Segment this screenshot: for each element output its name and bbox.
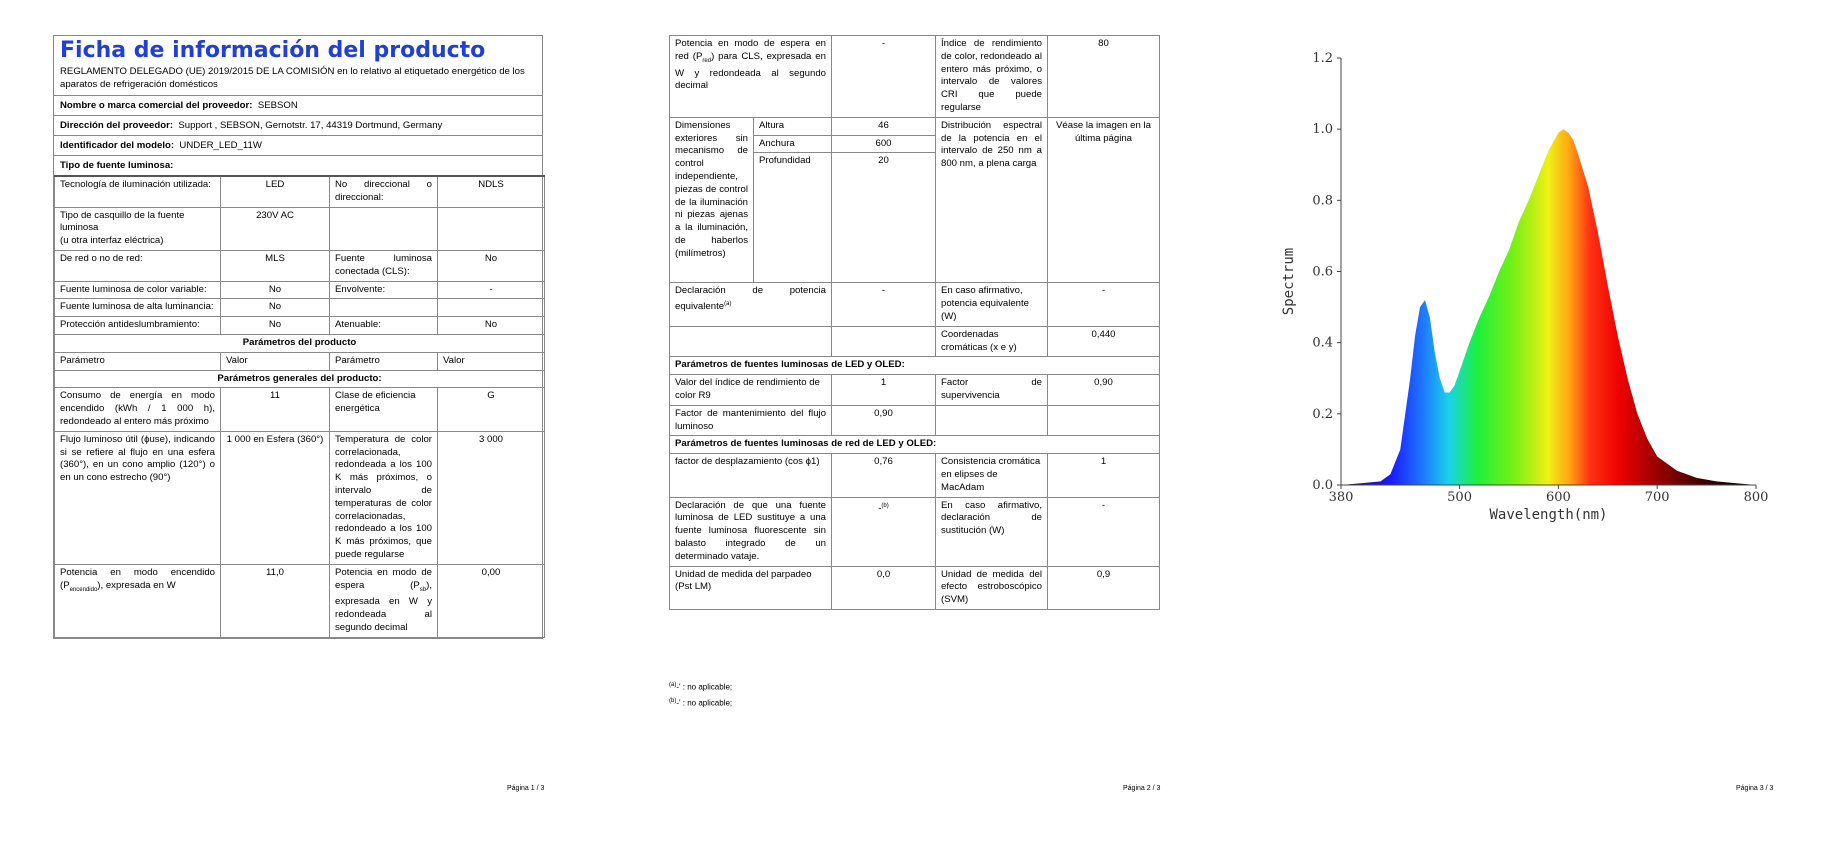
equivalent-yes-value: - (1048, 283, 1160, 326)
high-luminance-value: No (221, 299, 330, 317)
energy-value: 11 (221, 388, 330, 431)
col-param: Parámetro (55, 352, 221, 370)
page-2 (609, 0, 1218, 842)
table-row (55, 388, 545, 431)
x-tick-label: 600 (1545, 490, 1571, 505)
empty-cell (670, 326, 832, 357)
standby-power-label (330, 564, 438, 637)
model-value: UNDER_LED_11W (179, 140, 262, 151)
mains-value: MLS (221, 250, 330, 281)
depth-label: Profundidad (754, 153, 832, 283)
on-mode-power-label (55, 564, 221, 637)
spectrum-area (1341, 129, 1756, 485)
empty-cell (832, 326, 936, 357)
envelope-value: - (438, 281, 545, 299)
general-params-header: Parámetros generales del producto: (55, 370, 545, 388)
page-1 (0, 0, 609, 842)
glare-label: Protección antideslumbramiento: (55, 317, 221, 335)
class-value: G (438, 388, 545, 431)
light-source-table (54, 175, 545, 638)
model-row (54, 135, 542, 155)
spectrum-chart (1218, 0, 1827, 842)
col-param-2: Parámetro (330, 352, 438, 370)
column-header-row (55, 352, 545, 370)
table-row (670, 283, 1160, 326)
supplier-name-row (54, 95, 542, 115)
dimmable-label: Atenuable: (330, 317, 438, 335)
supplier-address-value: Support , SEBSON, Gernotstr. 17, 44319 Dortmund, Germany (178, 120, 443, 131)
r9-label: Valor del índice de rendimiento de color R9 (670, 375, 832, 406)
product-params-header: Parámetros del producto (55, 334, 545, 352)
y-tick-label: 0.4 (1312, 335, 1333, 351)
networked-standby-value: - (832, 36, 936, 118)
col-value: Valor (221, 352, 330, 370)
footnote-b (669, 698, 732, 708)
maintenance-value: 0,90 (832, 405, 936, 436)
networked-standby-label-a: Potencia en modo de espera en red (P (675, 38, 826, 62)
page-title: Ficha de información del producto (60, 38, 486, 63)
page-3 (1218, 0, 1827, 842)
params-table (669, 35, 1160, 610)
empty-cell (330, 299, 438, 317)
footnote-a-text: -' : no aplicable; (676, 682, 733, 692)
table-row (55, 281, 545, 299)
height-label: Altura (754, 117, 832, 135)
y-tick-label: 0.6 (1312, 264, 1333, 280)
regulation-text: REGLAMENTO DELEGADO (UE) 2019/2015 DE LA COMISIÓN en lo relativo al etiquetado energético de los aparatos de refrigeración domésticos (60, 66, 525, 90)
networked-standby-label (670, 36, 832, 118)
energy-label: Consumo de energía en modo encendido (kWh / 1 000 h), redondeado al entero más próximo (55, 388, 221, 431)
led-params-header: Parámetros de fuentes luminosas de LED y OLED: (670, 357, 1160, 375)
y-tick-label: 0.8 (1312, 193, 1333, 209)
supplier-address-label: Dirección del proveedor: (60, 120, 174, 131)
flux-label: Flujo luminoso útil (ϕuse), indicando si se refiere al flujo en una esfera (360°), en un cono amplio (120°) o en un cono estrecho (90°) (55, 431, 221, 564)
light-source-type-row (54, 155, 542, 175)
replacement-label: Declaración de que una fuente luminosa de LED sustituye a una fuente luminosa fluorescente sin balasto integrado de un determinado vataje. (670, 497, 832, 566)
envelope-label: Envolvente: (330, 281, 438, 299)
macadam-value: 1 (1048, 454, 1160, 497)
cri-label: Índice de rendimiento de color, redondeado al entero más próximo, o intervalo de valores CRI que puede regularse (936, 36, 1048, 118)
spd-value: Véase la imagen en la última página (1048, 117, 1160, 283)
y-tick-label: 1.0 (1312, 122, 1333, 138)
cap-label-2: (u otra interfaz eléctrica) (60, 235, 164, 247)
cap-label (55, 207, 221, 250)
light-source-type-label: Tipo de fuente luminosa: (60, 160, 174, 171)
table-row (670, 405, 1160, 436)
footnote-b-text: -' : no aplicable; (676, 698, 733, 708)
table-row (55, 207, 545, 250)
mains-led-params-header: Parámetros de fuentes luminosas de red de LED y OLED: (670, 436, 1160, 454)
empty-cell (1048, 405, 1160, 436)
on-mode-power-sub: encendido (69, 586, 98, 593)
table-row (55, 431, 545, 564)
x-tick-label: 500 (1447, 490, 1472, 505)
flicker-label: Unidad de medida del parpadeo (Pst LM) (670, 566, 832, 609)
supplier-address-row (54, 115, 542, 135)
colour-label: Fuente luminosa de color variable: (55, 281, 221, 299)
mains-label: De red o no de red: (55, 250, 221, 281)
equivalent-power-label-text: Declaración de potencia equivalente (675, 285, 826, 313)
section-header (55, 370, 545, 388)
table-row (670, 566, 1160, 609)
displacement-label: factor de desplazamiento (cos ϕ1) (670, 454, 832, 497)
page-number: Página 3 / 3 (1736, 785, 1774, 792)
cct-value: 3 000 (438, 431, 545, 564)
on-mode-power-value: 11,0 (221, 564, 330, 637)
table-row (55, 317, 545, 335)
cls-value: No (438, 250, 545, 281)
depth-value: 20 (832, 153, 936, 283)
footnote-a (669, 682, 732, 692)
table-row (670, 117, 1160, 135)
table-row (670, 326, 1160, 357)
replacement-yes-value: - (1048, 497, 1160, 566)
flicker-value: 0,0 (832, 566, 936, 609)
dimensions-label: Dimensiones exteriores sin mecanismo de control independiente, piezas de control de la iluminación ni piezas ajenas a la iluminación, de haberlos (milímetros) (670, 117, 754, 283)
empty-cell (330, 207, 438, 250)
empty-cell (438, 299, 545, 317)
networked-standby-label-b: ) para CLS, expresada en W y redondeada al segundo decimal (675, 50, 826, 92)
cls-label: Fuente luminosa conectada (CLS): (330, 250, 438, 281)
dir-value: NDLS (438, 176, 545, 207)
standby-power-value: 0,00 (438, 564, 545, 637)
svm-label: Unidad de medida del efecto estroboscópico (SVM) (936, 566, 1048, 609)
tech-label: Tecnología de iluminación utilizada: (55, 176, 221, 207)
replacement-sup: (b) (881, 502, 889, 509)
standby-power-label-b: ), expresada en W y redondeada al segundo decimal (335, 579, 432, 633)
colour-value: No (221, 281, 330, 299)
table-row (670, 375, 1160, 406)
table-row (670, 454, 1160, 497)
replacement-value (832, 497, 936, 566)
y-tick-label: 1.2 (1312, 51, 1333, 66)
on-mode-power-label-a: Potencia en modo encendido (P (60, 566, 215, 591)
equivalent-power-label (670, 283, 832, 326)
col-value-2: Valor (438, 352, 545, 370)
x-tick-label: 800 (1743, 490, 1769, 505)
cap-value: 230V AC (221, 207, 330, 250)
dimmable-value: No (438, 317, 545, 335)
cri-value: 80 (1048, 36, 1160, 118)
r9-value: 1 (832, 375, 936, 406)
cap-label-1: Tipo de casquillo de la fuente luminosa (60, 209, 185, 234)
on-mode-power-label-b: ), expresada en W (97, 579, 176, 591)
chroma-value: 0,440 (1048, 326, 1160, 357)
y-axis-label: Spectrum (1281, 247, 1297, 316)
footnote-b-mark: (b) (669, 698, 677, 704)
survival-label: Factor de supervivencia (936, 375, 1048, 406)
page-number: Página 2 / 3 (1123, 785, 1161, 792)
product-info-sheet (53, 35, 543, 639)
chroma-label: Coordenadas cromáticas (x e y) (936, 326, 1048, 357)
y-tick-label: 0.0 (1312, 478, 1333, 493)
equivalent-power-value: - (832, 283, 936, 326)
replacement-yes-label: En caso afirmativo, declaración de sustitución (W) (936, 497, 1048, 566)
survival-value: 0,90 (1048, 375, 1160, 406)
table-row (670, 497, 1160, 566)
cct-label: Temperatura de color correlacionada, redondeada a los 100 K más próximos, o intervalo de temperaturas de color correlacionadas, redondeado a los 100 K más próximos, que puede regularse (330, 431, 438, 564)
section-header (670, 436, 1160, 454)
standby-power-sub: sb (419, 586, 427, 593)
glare-value: No (221, 317, 330, 335)
x-axis-label: Wavelength(nm) (1489, 507, 1608, 523)
equivalent-power-sup: (a) (724, 301, 732, 308)
table-row (55, 299, 545, 317)
displacement-value: 0,76 (832, 454, 936, 497)
model-label: Identificador del modelo: (60, 140, 175, 151)
maintenance-label: Factor de mantenimiento del flujo luminoso (670, 405, 832, 436)
product-info-sheet-continued (669, 35, 1159, 610)
section-header (55, 334, 545, 352)
y-tick-label: 0.2 (1312, 406, 1333, 422)
class-label: Clase de eficiencia energética (330, 388, 438, 431)
plot-area (1281, 51, 1768, 523)
svm-value: 0,9 (1048, 566, 1160, 609)
networked-standby-sub: red (702, 57, 712, 64)
spd-label: Distribución espectral de la potencia en el intervalo de 250 nm a 800 nm, a plena carga (936, 117, 1048, 283)
x-tick-label: 380 (1328, 490, 1354, 505)
table-row (670, 36, 1160, 118)
supplier-name-label: Nombre o marca comercial del proveedor: (60, 100, 253, 111)
supplier-name-value: SEBSON (257, 100, 298, 111)
tech-value: LED (221, 176, 330, 207)
page-number: Página 1 / 3 (507, 785, 545, 792)
equivalent-yes-label: En caso afirmativo, potencia equivalente (W) (936, 283, 1048, 326)
high-luminance-label: Fuente luminosa de alta luminancia: (55, 299, 221, 317)
table-row (55, 564, 545, 637)
height-value: 46 (832, 117, 936, 135)
table-row (55, 176, 545, 207)
table-row (55, 250, 545, 281)
empty-cell (936, 405, 1048, 436)
width-label: Anchura (754, 135, 832, 153)
x-tick-label: 700 (1644, 490, 1670, 505)
standby-power-label-a: Potencia en modo de espera (P (335, 566, 432, 591)
section-header (670, 357, 1160, 375)
footnote-a-mark: (a) (669, 682, 677, 688)
width-value: 600 (832, 135, 936, 153)
dir-label: No direccional o direccional: (330, 176, 438, 207)
replacement-value-text: - (878, 502, 882, 514)
flux-value: 1 000 en Esfera (360°) (221, 431, 330, 564)
macadam-label: Consistencia cromática en elipses de MacAdam (936, 454, 1048, 497)
empty-cell (438, 207, 545, 250)
